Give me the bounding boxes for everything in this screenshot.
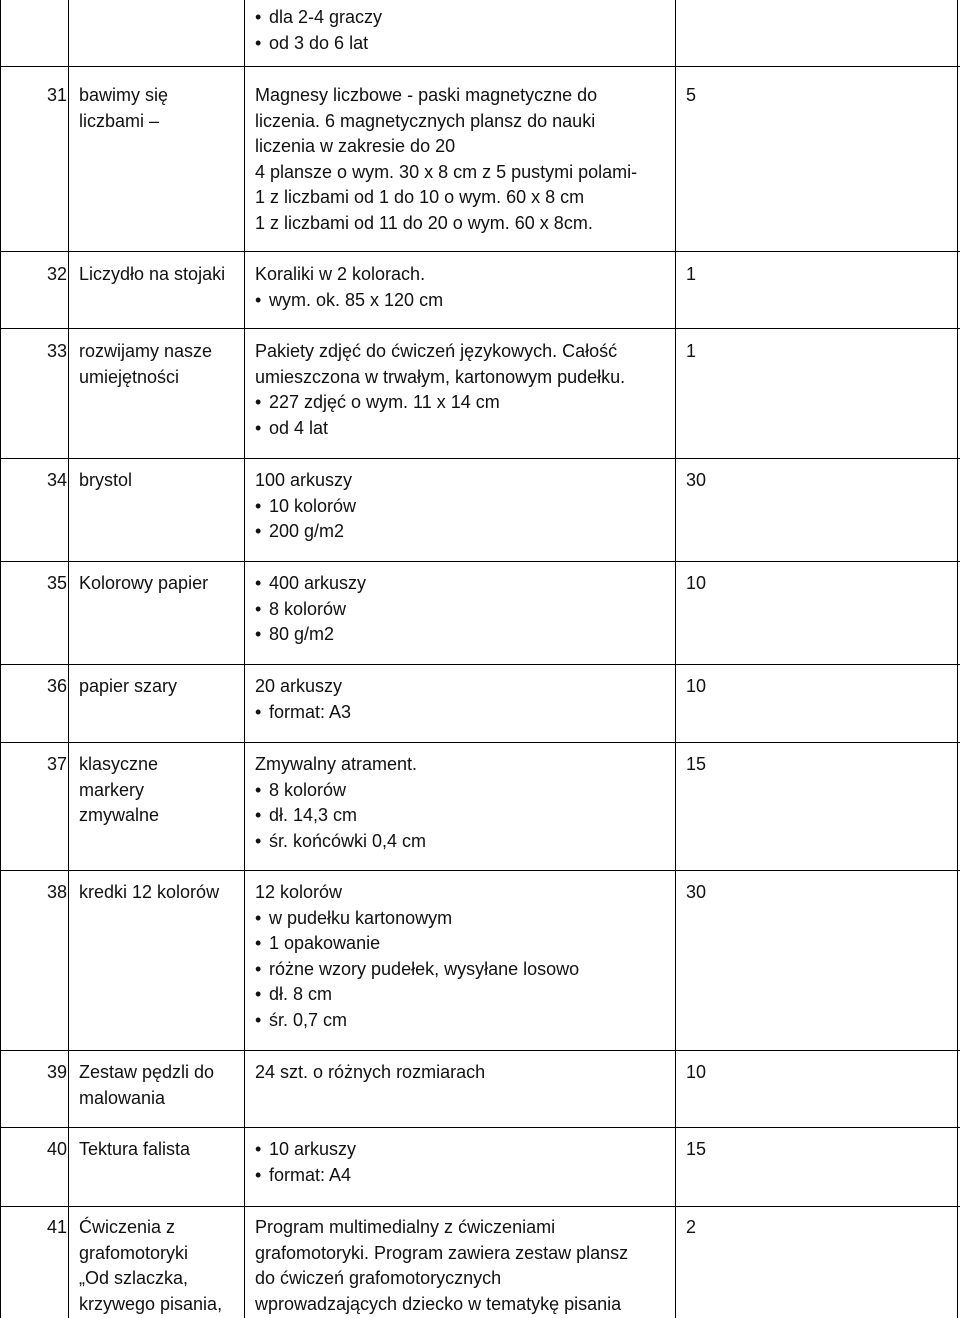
description-cell: [255, 1137, 675, 1188]
quantity: 1: [686, 264, 697, 284]
bullet-item: • 8 kolorów: [255, 778, 675, 804]
row-number: 41: [47, 1217, 68, 1237]
row-divider: [0, 870, 960, 871]
bullet-item: • od 3 do 6 lat: [255, 31, 675, 57]
row-number: 39: [47, 1062, 68, 1082]
bullet-item: • format: A3: [255, 700, 675, 726]
row-divider: [0, 66, 960, 67]
item-name: bawimy się liczbami –: [79, 85, 169, 131]
bullet-list: [255, 700, 675, 726]
quantity: 30: [686, 882, 707, 902]
description-cell: 24 szt. o różnych rozmiarach: [255, 1062, 486, 1082]
quantity: 1: [686, 341, 697, 361]
item-name: papier szary: [79, 676, 178, 696]
quantity: 10: [686, 573, 707, 593]
bullet-list: [255, 1137, 675, 1188]
table-border-left: [0, 0, 1, 1318]
row-number: 33: [47, 341, 68, 361]
row-divider: [0, 1050, 960, 1051]
bullet-item: • 80 g/m2: [255, 622, 675, 648]
item-name: Ćwiczenia z grafomotoryki „Od szlaczka, krzywego pisania,: [79, 1217, 223, 1314]
quantity: 5: [686, 85, 697, 105]
row-number: 31: [47, 85, 68, 105]
row-divider: [0, 742, 960, 743]
bullet-item: • 227 zdjęć o wym. 11 x 14 cm: [255, 390, 675, 416]
bullet-list: [255, 494, 675, 545]
item-name: Tektura falista: [79, 1139, 191, 1159]
column-divider-num: [68, 0, 69, 1318]
bullet-item: • format: A4: [255, 1163, 675, 1189]
bullet-item: • 1 opakowanie: [255, 931, 675, 957]
bullet-list: [255, 906, 675, 1034]
bullet-list: [255, 571, 675, 648]
bullet-item: • śr. końcówki 0,4 cm: [255, 829, 675, 855]
description-cell: [255, 571, 675, 648]
table-border-right: [957, 0, 958, 1318]
row-number: 36: [47, 676, 68, 696]
bullet-item: • dł. 14,3 cm: [255, 803, 675, 829]
row-divider: [0, 664, 960, 665]
bullet-item: • różne wzory pudełek, wysyłane losowo: [255, 957, 675, 983]
item-name: Zestaw pędzli do malowania: [79, 1062, 215, 1108]
item-name: Liczydło na stojaki: [79, 264, 226, 284]
description-cell: Koraliki w 2 kolorach. • wym. ok. 85 x 120 cm: [255, 262, 675, 313]
description-cell: 12 kolorów • w pudełku kartonowym • 1 opakowanie • różne wzory pudełek, wysyłane losowo • dł. 8 cm • śr. 0,7 cm: [255, 880, 675, 1034]
row-divider: [0, 1127, 960, 1128]
bullet-list: [255, 5, 675, 56]
row-number: 40: [47, 1139, 68, 1159]
description-cell: 20 arkuszy • format: A3: [255, 674, 675, 725]
bullet-item: • 400 arkuszy: [255, 571, 675, 597]
quantity: 2: [686, 1217, 697, 1237]
bullet-list: [255, 390, 675, 441]
column-divider-name: [244, 0, 245, 1318]
quantity: 15: [686, 1139, 707, 1159]
row-divider: [0, 328, 960, 329]
item-name: Kolorowy papier: [79, 573, 209, 593]
description-cell: Pakiety zdjęć do ćwiczeń językowych. Całość umieszczona w trwałym, kartonowym pudełku. • 227 zdjęć o wym. 11 x 14 cm • od 4 lat: [255, 339, 675, 441]
bullet-item: • od 4 lat: [255, 416, 675, 442]
row-divider: [0, 458, 960, 459]
bullet-list: [255, 778, 675, 855]
item-name: kredki 12 kolorów: [79, 882, 220, 902]
item-name: klasyczne markery zmywalne: [79, 754, 160, 826]
quantity: 30: [686, 470, 707, 490]
description-cell: 100 arkuszy • 10 kolorów • 200 g/m2: [255, 468, 675, 545]
row-number: 34: [47, 470, 68, 490]
bullet-item: • śr. 0,7 cm: [255, 1008, 675, 1034]
bullet-item: • dla 2-4 graczy: [255, 5, 675, 31]
bullet-item: • w pudełku kartonowym: [255, 906, 675, 932]
row-number: 37: [47, 754, 68, 774]
bullet-item: • 10 arkuszy: [255, 1137, 675, 1163]
quantity: 10: [686, 1062, 707, 1082]
row-divider: [0, 251, 960, 252]
bullet-list: [255, 288, 675, 314]
quantity: 10: [686, 676, 707, 696]
bullet-item: • dł. 8 cm: [255, 982, 675, 1008]
bullet-item: • wym. ok. 85 x 120 cm: [255, 288, 675, 314]
row-number: 35: [47, 573, 68, 593]
bullet-item: • 200 g/m2: [255, 519, 675, 545]
description-cell: Zmywalny atrament. • 8 kolorów • dł. 14,3 cm • śr. końcówki 0,4 cm: [255, 752, 675, 854]
item-name: brystol: [79, 470, 133, 490]
row-divider: [0, 561, 960, 562]
row-number: 38: [47, 882, 68, 902]
row-number: 32: [47, 264, 68, 284]
row-divider: [0, 1206, 960, 1207]
column-divider-desc: [675, 0, 676, 1318]
quantity: 15: [686, 754, 707, 774]
bullet-item: • 10 kolorów: [255, 494, 675, 520]
bullet-item: • 8 kolorów: [255, 597, 675, 623]
item-name: rozwijamy nasze umiejętności: [79, 341, 213, 387]
description-cell: [255, 5, 675, 56]
description-cell: Program multimedialny z ćwiczeniami grafomotoryki. Program zawiera zestaw plansz do ćwiczeń grafomotorycznych wprowadzających dziecko w tematykę pisania: [255, 1217, 629, 1314]
description-cell: Magnesy liczbowe - paski magnetyczne do liczenia. 6 magnetycznych plansz do nauki liczenia w zakresie do 20 4 plansze o wym. 30 x 8 cm z 5 pustymi polami- 1 z liczbami od 1 do 10 o wym. 60 x 8 cm 1 z liczbami od 11 do 20 o wym. 60 x 8cm.: [255, 85, 638, 233]
